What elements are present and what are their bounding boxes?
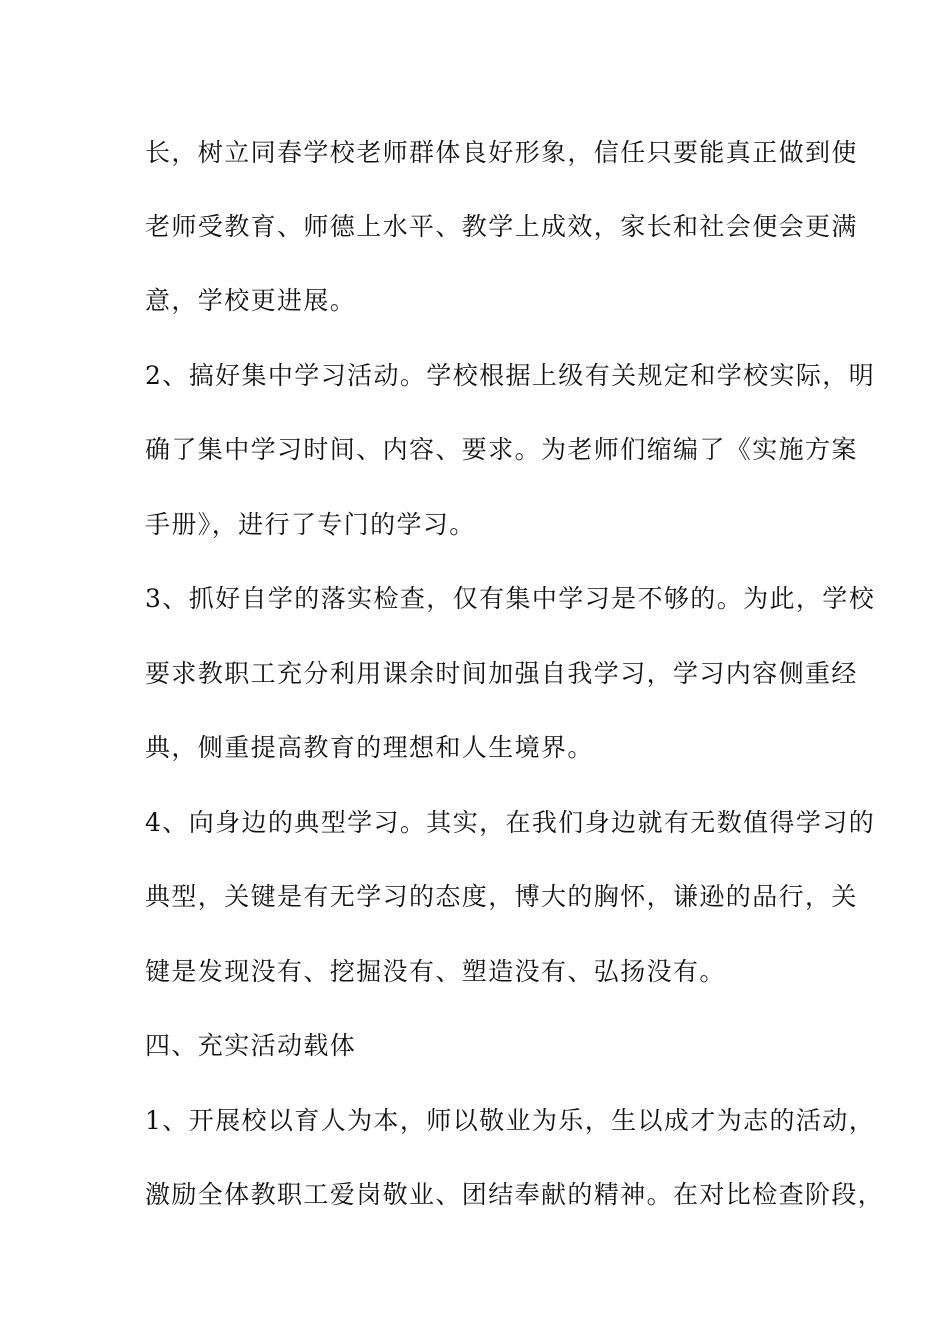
text-line-9: 典，侧重提高教育的理想和人生境界。 — [145, 733, 594, 762]
text-line-10: 4、向身边的典型学习。其实，在我们身边就有无数值得学习的 — [145, 808, 876, 837]
text-line-14: 1、开展校以育人为本，师以敬业为乐，生以成才为志的活动， — [145, 1106, 876, 1135]
text-line-7: 3、抓好自学的落实检查，仅有集中学习是不够的。为此，学校 — [145, 584, 876, 613]
text-line-12: 键是发现没有、挖掘没有、塑造没有、弘扬没有。 — [145, 957, 726, 986]
text-line-8: 要求教职工充分利用课余时间加强自我学习，学习内容侧重经 — [145, 659, 858, 688]
section-heading: 四、充实活动载体 — [145, 1031, 357, 1060]
text-line-6: 手册》，进行了专门的学习。 — [145, 510, 476, 539]
text-line-3: 意，学校更进展。 — [145, 286, 357, 315]
text-line-4: 2、搞好集中学习活动。学校根据上级有关规定和学校实际，明 — [145, 361, 876, 390]
text-line-15: 激励全体教职工爱岗敬业、团结奉献的精神。在对比检查阶段， — [145, 1180, 885, 1209]
text-line-11: 典型，关键是有无学习的态度，博大的胸怀，谦逊的品行，关 — [145, 882, 858, 911]
text-line-5: 确了集中学习时间、内容、要求。为老师们缩编了《实施方案 — [145, 435, 858, 464]
text-line-2: 老师受教育、师德上水平、教学上成效，家长和社会便会更满 — [145, 212, 858, 241]
text-line-1: 长，树立同春学校老师群体良好形象，信任只要能真正做到使 — [145, 138, 858, 167]
